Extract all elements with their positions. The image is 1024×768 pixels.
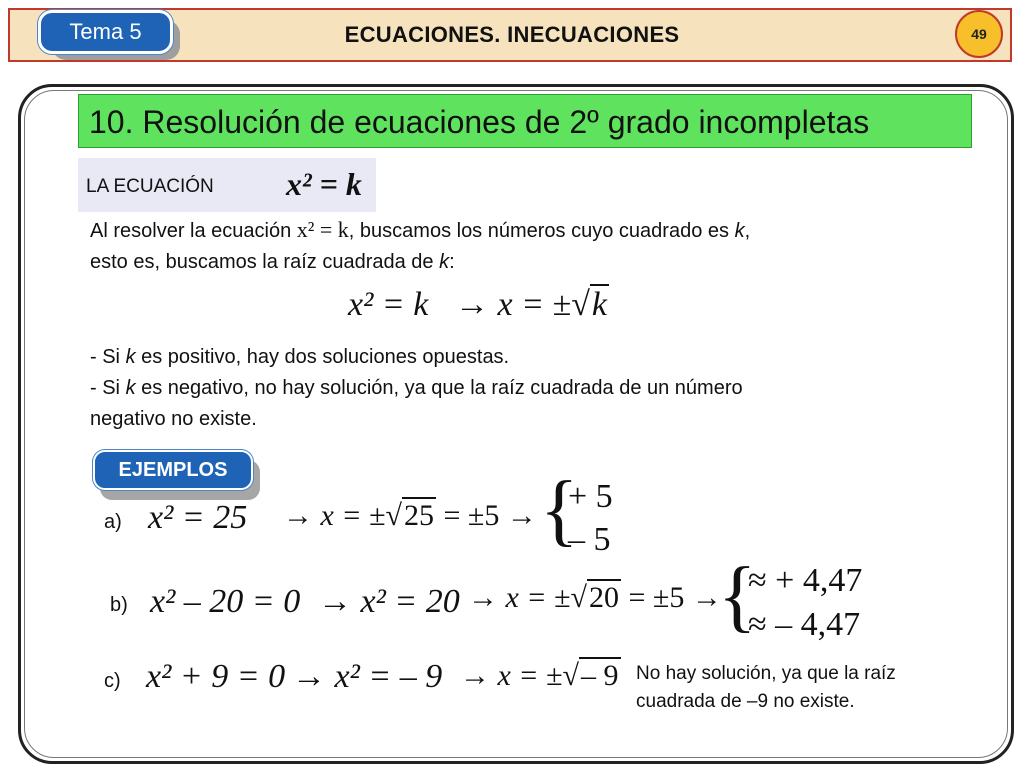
example-b-label: b) xyxy=(110,594,128,616)
ejemplos-badge: EJEMPLOS xyxy=(93,450,253,490)
sqrt-icon: √ xyxy=(385,499,402,532)
example-c-note xyxy=(636,660,1006,716)
intro-k: k xyxy=(734,220,745,242)
intro-k: k xyxy=(439,251,450,273)
example-c-step xyxy=(292,658,442,696)
radicand xyxy=(402,497,436,532)
intro-text: Al resolver la ecuación xyxy=(90,220,297,242)
example-a-label: a) xyxy=(104,511,122,533)
radicand-text: 25 xyxy=(404,499,434,532)
left-brace-icon: { xyxy=(540,466,579,554)
intro-math: x² = k xyxy=(296,217,349,242)
example-a-equation xyxy=(148,499,247,537)
rule-k: k xyxy=(125,346,136,368)
intro-text: , buscamos los números cuyo cuadrado es xyxy=(348,220,735,242)
intro-text: : xyxy=(449,251,455,273)
example-a-result xyxy=(283,499,537,533)
main-equation-rhs xyxy=(455,286,609,324)
step-text: → x² = 20 xyxy=(318,583,460,620)
rules-list xyxy=(90,342,950,435)
rule-text: es positivo, hay dos soluciones opuestas. xyxy=(135,346,510,368)
step-text: → x² = – 9 xyxy=(292,658,443,695)
example-b-sol1: ≈ + 4,47 xyxy=(748,562,863,599)
radicand-text: – 9 xyxy=(581,659,619,692)
arrow-icon: → xyxy=(506,499,537,532)
radicand-text: 20 xyxy=(589,581,619,614)
rule-text: - Si xyxy=(90,377,126,399)
result-prefix: x = ± xyxy=(497,659,563,692)
eq-text: x² + 9 = 0 xyxy=(146,658,286,695)
main-eq-text: x² = k xyxy=(348,286,429,323)
radicand xyxy=(579,657,621,692)
main-equation-lhs xyxy=(348,286,428,324)
rule-negative-cont: negativo no existe. xyxy=(90,408,257,430)
page-number: 49 xyxy=(955,10,1003,58)
tema-badge: Tema 5 xyxy=(38,10,173,54)
rule-k: k xyxy=(125,377,136,399)
result-suffix: = ±5 xyxy=(628,581,685,614)
result-prefix: x = ± xyxy=(320,499,386,532)
result-suffix: = ±5 xyxy=(443,499,500,532)
intro-line-2 xyxy=(90,247,950,278)
eq-text: x² = 25 xyxy=(148,499,248,536)
eq-text: x² – 20 = 0 xyxy=(150,583,301,620)
header-title: ECUACIONES. INECUACIONES xyxy=(344,22,680,47)
arrow-icon: → xyxy=(460,659,490,692)
subsection-label: LA ECUACIÓN xyxy=(86,176,214,197)
radicand xyxy=(590,284,609,323)
note-line: No hay solución, ya que la raíz xyxy=(636,663,896,684)
example-a-sol2: – 5 xyxy=(568,521,611,558)
arrow-icon: → xyxy=(691,581,722,614)
main-rhs-prefix: x = ± xyxy=(497,286,572,323)
rule-negative xyxy=(90,373,950,404)
arrow-icon: → xyxy=(468,581,498,614)
radicand xyxy=(587,579,621,614)
example-c-label: c) xyxy=(104,670,121,692)
example-b-sol2: ≈ – 4,47 xyxy=(748,606,861,643)
example-c-result xyxy=(460,659,621,693)
rule-text: - Si xyxy=(90,346,126,368)
sqrt-icon: √ xyxy=(562,659,579,692)
rule-text: es negativo, no hay solución, ya que la raíz cuadrada de un número xyxy=(135,377,743,399)
arrow-icon: → xyxy=(283,499,313,532)
intro-text: esto es, buscamos la raíz cuadrada de xyxy=(90,251,440,273)
arrow-icon: → xyxy=(455,286,489,323)
intro-paragraph xyxy=(90,214,950,278)
sqrt-icon: √ xyxy=(571,286,590,323)
radicand-text: k xyxy=(591,286,607,323)
example-b-result xyxy=(468,581,722,615)
note-line: cuadrada de –9 no existe. xyxy=(636,691,855,712)
sqrt-icon: √ xyxy=(570,581,587,614)
subsection-math: x² = k xyxy=(286,166,362,202)
intro-line-1 xyxy=(90,214,950,247)
example-c-equation xyxy=(146,658,285,696)
example-b-equation xyxy=(150,583,300,621)
left-brace-icon: { xyxy=(718,552,757,640)
example-b-step xyxy=(318,583,460,621)
intro-text: , xyxy=(744,220,751,242)
rule-positive xyxy=(90,342,950,373)
example-a-sol1: + 5 xyxy=(568,478,613,515)
section-title: 10. Resolución de ecuaciones de 2º grado incompletas xyxy=(78,94,972,148)
result-prefix: x = ± xyxy=(505,581,571,614)
